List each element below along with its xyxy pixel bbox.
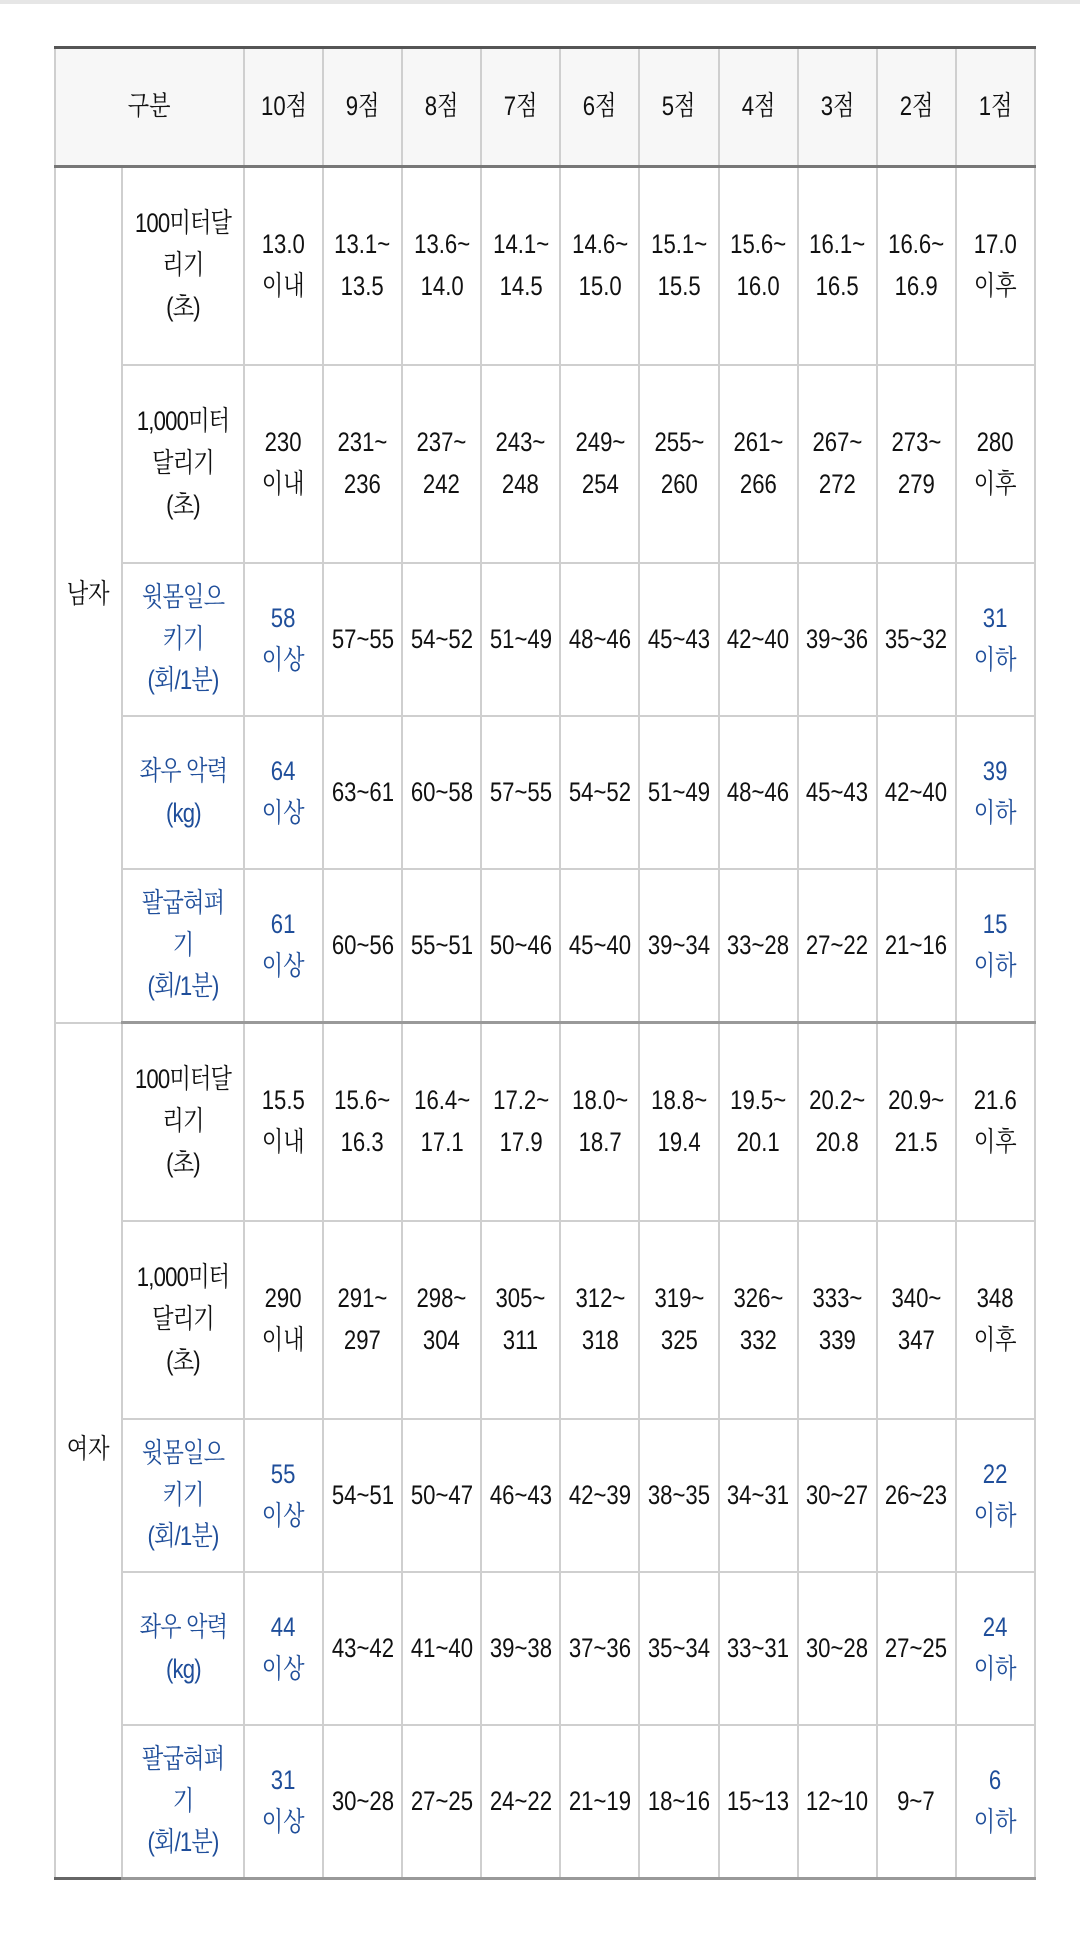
score-range-cell: 21.6 이후 [956, 1023, 1035, 1222]
score-range-cell: 39~38 [481, 1572, 560, 1725]
score-range-cell: 291~ 297 [323, 1221, 402, 1419]
header-score: 5점 [639, 48, 718, 167]
top-divider [0, 0, 1080, 4]
score-range-cell: 39~36 [798, 563, 877, 716]
score-range-cell: 20.9~ 21.5 [877, 1023, 956, 1222]
table-body [55, 167, 1035, 1879]
score-range-cell: 249~ 254 [560, 365, 639, 563]
score-range-cell: 57~55 [481, 716, 560, 869]
event-label: 100미터달리기 (초) [122, 167, 244, 366]
score-range-cell: 27~22 [798, 869, 877, 1023]
score-range-cell: 54~52 [402, 563, 481, 716]
score-range-cell: 46~43 [481, 1419, 560, 1572]
header-score: 2점 [877, 48, 956, 167]
score-range-cell: 37~36 [560, 1572, 639, 1725]
score-range-cell: 15 이하 [956, 869, 1035, 1023]
score-range-cell: 43~42 [323, 1572, 402, 1725]
score-range-cell: 20.2~ 20.8 [798, 1023, 877, 1222]
score-range-cell: 55~51 [402, 869, 481, 1023]
score-range-cell: 305~ 311 [481, 1221, 560, 1419]
score-range-cell: 50~46 [481, 869, 560, 1023]
score-range-cell: 31 이하 [956, 563, 1035, 716]
header-score: 3점 [798, 48, 877, 167]
score-range-cell: 231~ 236 [323, 365, 402, 563]
score-range-cell: 12~10 [798, 1725, 877, 1879]
gender-label: 여자 [55, 1023, 122, 1879]
score-range-cell: 27~25 [877, 1572, 956, 1725]
score-range-cell: 312~ 318 [560, 1221, 639, 1419]
score-range-cell: 30~28 [798, 1572, 877, 1725]
score-range-cell: 34~31 [719, 1419, 798, 1572]
score-range-cell: 13.0 이내 [244, 167, 323, 366]
score-range-cell: 30~27 [798, 1419, 877, 1572]
score-range-cell: 24 이하 [956, 1572, 1035, 1725]
event-label: 1,000미터달리기 (초) [122, 365, 244, 563]
header-category: 구분 [55, 48, 244, 167]
score-range-cell: 55 이상 [244, 1419, 323, 1572]
score-range-cell: 319~ 325 [639, 1221, 718, 1419]
score-range-cell: 13.6~ 14.0 [402, 167, 481, 366]
score-range-cell: 280 이후 [956, 365, 1035, 563]
score-range-cell: 54~51 [323, 1419, 402, 1572]
score-range-cell: 50~47 [402, 1419, 481, 1572]
score-range-cell: 42~40 [877, 716, 956, 869]
fitness-score-table [54, 46, 1036, 1880]
score-range-cell: 42~40 [719, 563, 798, 716]
score-range-cell: 237~ 242 [402, 365, 481, 563]
table-row [55, 1725, 1035, 1879]
score-range-cell: 51~49 [639, 716, 718, 869]
table-row [55, 1221, 1035, 1419]
score-range-cell: 333~ 339 [798, 1221, 877, 1419]
header-score: 10점 [244, 48, 323, 167]
score-range-cell: 15.1~ 15.5 [639, 167, 718, 366]
score-range-cell: 39~34 [639, 869, 718, 1023]
score-range-cell: 16.4~ 17.1 [402, 1023, 481, 1222]
score-range-cell: 6 이하 [956, 1725, 1035, 1879]
score-range-cell: 64 이상 [244, 716, 323, 869]
score-range-cell: 58 이상 [244, 563, 323, 716]
score-range-cell: 54~52 [560, 716, 639, 869]
score-range-cell: 26~23 [877, 1419, 956, 1572]
score-range-cell: 15.6~ 16.0 [719, 167, 798, 366]
score-range-cell: 45~43 [798, 716, 877, 869]
event-label: 100미터달리기 (초) [122, 1023, 244, 1222]
score-range-cell: 24~22 [481, 1725, 560, 1879]
score-range-cell: 298~ 304 [402, 1221, 481, 1419]
score-range-cell: 16.6~ 16.9 [877, 167, 956, 366]
table-row [55, 365, 1035, 563]
score-range-cell: 35~34 [639, 1572, 718, 1725]
header-score: 8점 [402, 48, 481, 167]
score-range-cell: 340~ 347 [877, 1221, 956, 1419]
score-range-cell: 15.5 이내 [244, 1023, 323, 1222]
score-range-cell: 273~ 279 [877, 365, 956, 563]
score-range-cell: 48~46 [560, 563, 639, 716]
score-range-cell: 33~31 [719, 1572, 798, 1725]
score-range-cell: 14.6~ 15.0 [560, 167, 639, 366]
score-range-cell: 9~7 [877, 1725, 956, 1879]
score-range-cell: 243~ 248 [481, 365, 560, 563]
score-range-cell: 60~56 [323, 869, 402, 1023]
table-row [55, 1023, 1035, 1222]
score-range-cell: 18~16 [639, 1725, 718, 1879]
event-label: 좌우 악력 (kg) [122, 716, 244, 869]
score-range-cell: 290 이내 [244, 1221, 323, 1419]
score-table-container [54, 46, 1034, 1880]
table-row [55, 716, 1035, 869]
score-range-cell: 41~40 [402, 1572, 481, 1725]
score-range-cell: 18.0~ 18.7 [560, 1023, 639, 1222]
score-range-cell: 15.6~ 16.3 [323, 1023, 402, 1222]
header-score: 6점 [560, 48, 639, 167]
header-score: 7점 [481, 48, 560, 167]
score-range-cell: 21~16 [877, 869, 956, 1023]
score-range-cell: 261~ 266 [719, 365, 798, 563]
header-score: 9점 [323, 48, 402, 167]
score-range-cell: 39 이하 [956, 716, 1035, 869]
score-range-cell: 15~13 [719, 1725, 798, 1879]
event-label: 좌우 악력 (kg) [122, 1572, 244, 1725]
event-label: 윗몸일으키기 (회/1분) [122, 563, 244, 716]
event-label: 윗몸일으키기 (회/1분) [122, 1419, 244, 1572]
score-range-cell: 44 이상 [244, 1572, 323, 1725]
table-row [55, 167, 1035, 366]
score-range-cell: 45~40 [560, 869, 639, 1023]
header-score: 1점 [956, 48, 1035, 167]
score-range-cell: 348 이후 [956, 1221, 1035, 1419]
table-row [55, 563, 1035, 716]
score-range-cell: 42~39 [560, 1419, 639, 1572]
table-row [55, 869, 1035, 1023]
score-range-cell: 27~25 [402, 1725, 481, 1879]
score-range-cell: 22 이하 [956, 1419, 1035, 1572]
score-range-cell: 255~ 260 [639, 365, 718, 563]
score-range-cell: 38~35 [639, 1419, 718, 1572]
score-range-cell: 57~55 [323, 563, 402, 716]
score-range-cell: 19.5~ 20.1 [719, 1023, 798, 1222]
table-row [55, 1572, 1035, 1725]
score-range-cell: 35~32 [877, 563, 956, 716]
header-score: 4점 [719, 48, 798, 167]
score-range-cell: 60~58 [402, 716, 481, 869]
table-row [55, 1419, 1035, 1572]
event-label: 팔굽혀펴기 (회/1분) [122, 869, 244, 1023]
score-range-cell: 30~28 [323, 1725, 402, 1879]
score-range-cell: 13.1~ 13.5 [323, 167, 402, 366]
score-range-cell: 16.1~ 16.5 [798, 167, 877, 366]
score-range-cell: 326~ 332 [719, 1221, 798, 1419]
score-range-cell: 21~19 [560, 1725, 639, 1879]
score-range-cell: 18.8~ 19.4 [639, 1023, 718, 1222]
score-range-cell: 51~49 [481, 563, 560, 716]
score-range-cell: 17.2~ 17.9 [481, 1023, 560, 1222]
score-range-cell: 45~43 [639, 563, 718, 716]
gender-label: 남자 [55, 167, 122, 1023]
score-range-cell: 48~46 [719, 716, 798, 869]
score-range-cell: 33~28 [719, 869, 798, 1023]
score-range-cell: 61 이상 [244, 869, 323, 1023]
score-range-cell: 63~61 [323, 716, 402, 869]
header-row [55, 48, 1035, 167]
score-range-cell: 230 이내 [244, 365, 323, 563]
score-range-cell: 17.0 이후 [956, 167, 1035, 366]
score-range-cell: 31 이상 [244, 1725, 323, 1879]
score-range-cell: 267~ 272 [798, 365, 877, 563]
event-label: 팔굽혀펴기 (회/1분) [122, 1725, 244, 1879]
event-label: 1,000미터달리기 (초) [122, 1221, 244, 1419]
score-range-cell: 14.1~ 14.5 [481, 167, 560, 366]
